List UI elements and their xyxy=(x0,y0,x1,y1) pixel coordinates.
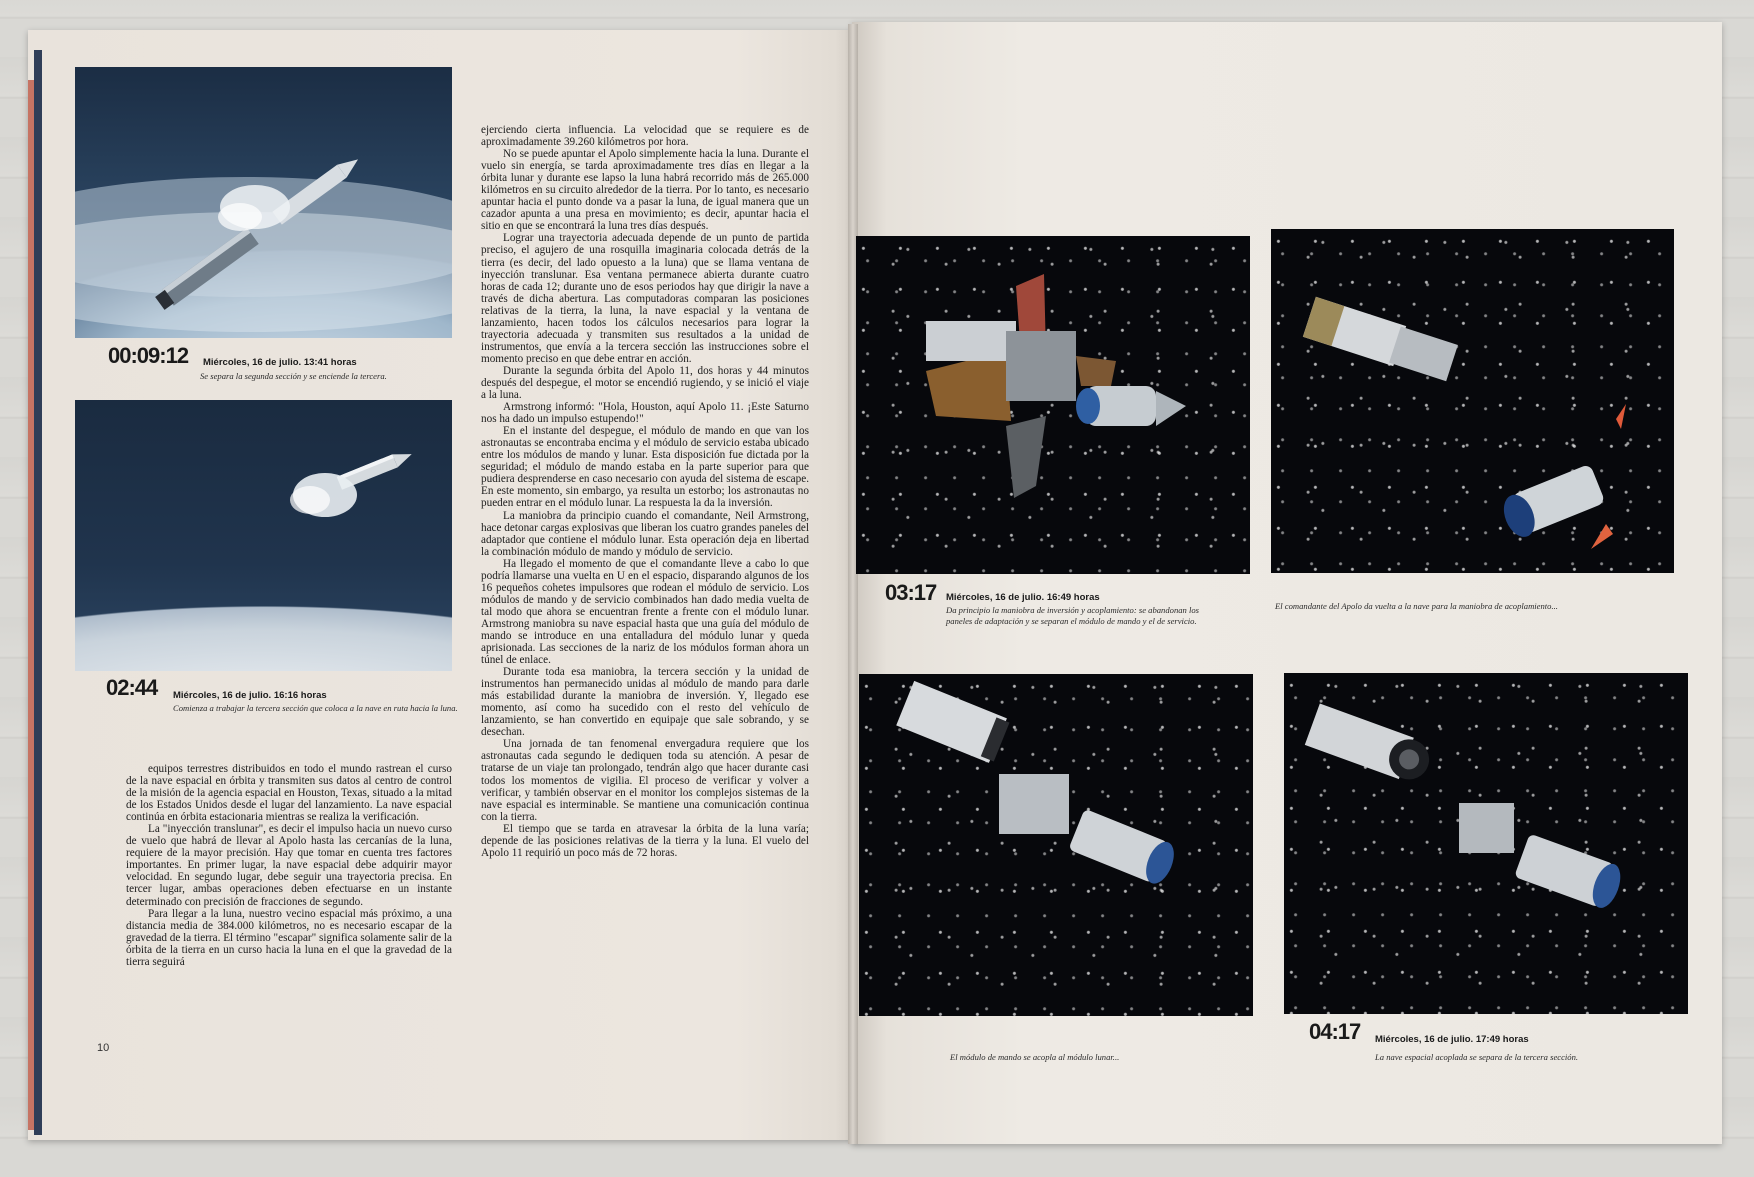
paragraph: ejerciendo cierta influencia. La velocidad que se requiere es de aproximadamente 39.260 kilómetros por hora. xyxy=(481,124,809,149)
photo-transposition xyxy=(856,236,1250,574)
figure-time: 02:44 xyxy=(106,675,158,700)
figure-caption: El módulo de mando se acopla al módulo lunar... xyxy=(950,1052,1120,1062)
page-number: 10 xyxy=(97,1042,110,1054)
paragraph: El tiempo que se tarda en atravesar la órbita de la luna varía; depende de las posiciones relativas de la tierra y la luna. El vuelo del Apolo 11 requirió un poco más de 72 horas. xyxy=(481,822,809,859)
photo-third-stage xyxy=(75,400,452,671)
spacecraft-docking-illustration xyxy=(859,674,1253,1016)
figure-caption: La nave espacial acoplada se separa de la tercera sección. xyxy=(1375,1052,1579,1062)
page-edge-blue xyxy=(34,50,42,1135)
spacecraft-panels-illustration xyxy=(856,236,1250,574)
figure-time: 00:09:12 xyxy=(108,343,189,368)
paragraph: Durante la segunda órbita del Apolo 11, dos horas y 44 minutos después del despegue, el motor se encendió rugiendo, y se inició el viaje a la luna. xyxy=(481,364,809,402)
figure-date: Miércoles, 16 de julio. 16:49 horas xyxy=(946,592,1100,603)
figure-caption: Da principio la maniobra de inversión y acoplamiento: se abandonan los paneles de adaptación y se separan el módulo de mando y el de servicio. xyxy=(946,605,1200,626)
paragraph: En el instante del despegue, el módulo de mando en que van los astronautas se encontraba encima y el módulo de servicio estaba ubicado entre los módulos de mando y lunar. Esta disposición fue dictada por la seguridad; el módulo de mando estaba en la parte superior para que pudiera desprenderse en caso necesario con ayuda del sistema de escape. En este momento, sin embargo, ya resulta un estorbo; los astronautas no pueden entrar en el módulo lunar. La respuesta la da la inversión. xyxy=(481,425,809,510)
text-column-right xyxy=(481,124,809,1022)
spacecraft-turnaround-illustration xyxy=(1271,229,1674,573)
paragraph: Para llegar a la luna, nuestro vecino espacial más próximo, a una distancia media de 384.000 kilómetros, no es necesario escapar de la gravedad de la tierra. El término "escapar" significa solamente salir de la órbita de la tierra en un curso hacia la luna en el que la gravedad de la tierra seguirá xyxy=(126,907,452,968)
paragraph: Durante toda esa maniobra, la tercera sección y la unidad de instrumentos han permanecido unidas al módulo de mando para darle más estabilidad durante la maniobra de inversión. Y, llegado ese momento, así como ha sucedido con el resto del vehículo de lanzamiento, se han convertido en equipaje que sale sobrando, y se desechan. xyxy=(481,666,809,739)
paragraph: Lograr una trayectoria adecuada depende de un punto de partida preciso, el agujero de una rosquilla imaginaria colocada detrás de la tierra (es decir, del lado opuesto a la luna) que se llama ventana de inyección translunar. Esa ventana permanece abierta durante cuatro horas de cada 12; durante uno de esos periodos hay que dirigir la nave a través de dicha abertura. Las computadoras comparan las posiciones relativas de la tierra, la luna, la nave espacial y la ventana de lanzamiento, hacen todos los cálculos necesarios para lograr la trayectoria adecuada y transmiten sus resultados a la unidad de instrumentos, que envía a la tercera sección las instrucciones sobre el momento preciso en que debe entrar en acción. xyxy=(481,232,809,365)
paragraph: La maniobra da principio cuando el comandante, Neil Armstrong, hace detonar cargas explosivas que liberan los cuatro grandes paneles del adaptador que contiene el módulo lunar. Esta operación deja en libertad la combinación módulo de mando y módulo de servicio. xyxy=(481,509,809,558)
paragraph: La "inyección translunar", es decir el impulso hacia un nuevo curso de vuelo que habrá de llevar al Apolo hasta las cercanías de la luna, requiere de la mayor precisión. Hay que tomar en cuenta tres factores importantes. En primer lugar, la nave espacial debe adquirir mayor velocidad. En segundo lugar, debe seguir una trayectoria precisa. En tercer lugar, ambas operaciones deben efectuarse en un instante determinado con precisión de fracciones de segundo. xyxy=(126,823,452,908)
spine xyxy=(848,24,858,1144)
figure-caption: Se separa la segunda sección y se enciende la tercera. xyxy=(200,371,387,381)
docked-spacecraft-illustration xyxy=(1284,673,1688,1014)
figure-date: Miércoles, 16 de julio. 17:49 horas xyxy=(1375,1034,1529,1045)
figure-time: 04:17 xyxy=(1309,1019,1361,1044)
photo-separation-third-stage xyxy=(1284,673,1688,1014)
photo-turnaround xyxy=(1271,229,1674,573)
paragraph: Una jornada de tan fenomenal envergadura requiere que los astronautas cada segundo le dediquen toda su atención. A pesar de tratarse de un viaje tan prolongado, tendrán algo que hacer durante casi todos los momentos de vigilia. El proceso de verificar y volver a verificar, y también observar en el monitor los complejos sistemas de la nave espacial es interminable. Se mantiene una comunicación continua con la tierra. xyxy=(481,738,809,823)
paragraph: Ha llegado el momento de que el comandante lleve a cabo lo que podría llamarse una vuelta en U en el espacio, disparando algunos de los 16 pequeños cohetes impulsores que rodean el módulo de servicio. Los módulos de mando y de servicio combinados han dado media vuelta de tal modo que ahora se encuentran frente a frente con el módulo lunar. Armstrong maniobra su nave espacial hasta que una guía del módulo de mando se introduce en una entalladura del módulo lunar y queda aprisionada. Las secciones de la nariz de los módulos forman ahora un túnel de enlace. xyxy=(481,557,809,667)
text-column-left xyxy=(126,763,452,1018)
paragraph: No se puede apuntar el Apolo simplemente hacia la luna. Durante el vuelo sin energía, se tarda aproximadamente tres días en llegar a la órbita lunar y durante ese lapso la luna habrá recorrido más de 265.000 kilómetros en su circuito alrededor de la tierra. Por lo tanto, es necesario apuntar hacia el punto donde va a pasar la luna, de igual manera que un cazador apunta a una presa en movimiento; es decir, apuntar hacia el sitio en que se encontrará la luna tres días después. xyxy=(481,148,809,233)
photo-docking xyxy=(859,674,1253,1016)
figure-date: Miércoles, 16 de julio. 16:16 horas xyxy=(173,690,327,701)
figure-date: Miércoles, 16 de julio. 13:41 horas xyxy=(203,357,357,368)
paragraph: Armstrong informó: "Hola, Houston, aquí Apolo 11. ¡Este Saturno nos ha dado un impulso estupendo!" xyxy=(481,401,809,426)
rocket-separation-illustration xyxy=(75,67,452,338)
paragraph: equipos terrestres distribuidos en todo el mundo rastrean el curso de la nave espacial en órbita y transmiten sus datos al centro de control de la misión de la agencia espacial en Houston, Texas, situado a la mitad de los Estados Unidos desde el lugar del lanzamiento. La nave espacial continúa en órbita estacionaria mientras se realiza la verificación. xyxy=(126,763,452,824)
figure-caption: El comandante del Apolo da vuelta a la nave para la maniobra de acoplamiento... xyxy=(1275,601,1558,611)
figure-time: 03:17 xyxy=(885,580,937,605)
figure-caption: Comienza a trabajar la tercera sección que coloca a la nave en ruta hacia la luna. xyxy=(173,703,458,713)
third-stage-illustration xyxy=(75,400,452,671)
photo-stage-separation xyxy=(75,67,452,338)
